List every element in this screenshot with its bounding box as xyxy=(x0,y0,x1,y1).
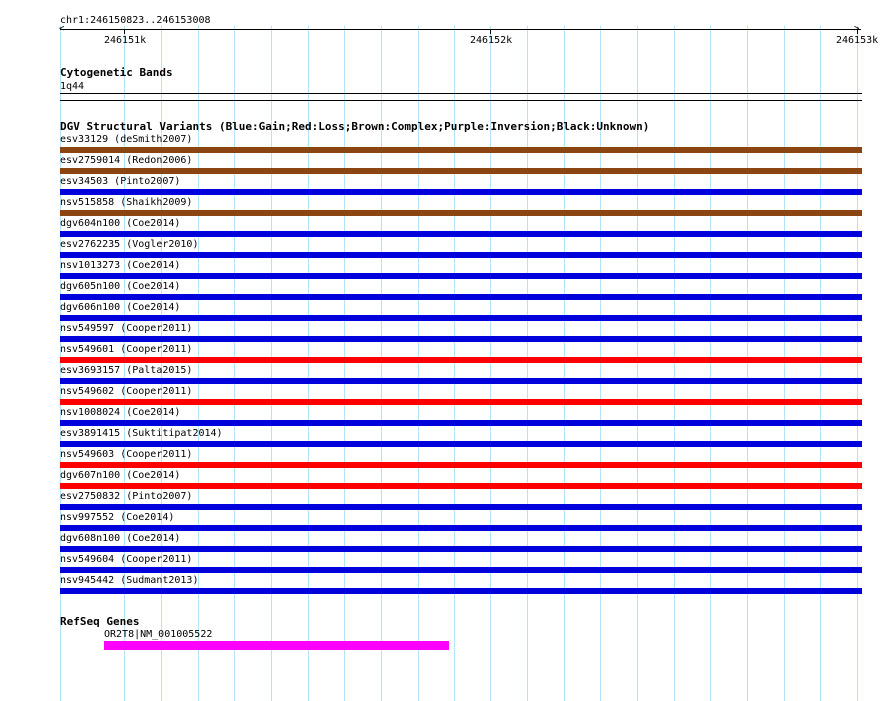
variant-bar[interactable] xyxy=(60,357,862,363)
variant-label[interactable]: nsv515858 (Shaikh2009) xyxy=(60,197,193,208)
variant-bar[interactable] xyxy=(60,189,862,195)
variant-label[interactable]: dgv608n100 (Coe2014) xyxy=(60,533,181,544)
ruler-right-arrow-icon[interactable]: > xyxy=(854,24,860,34)
variant-bar[interactable] xyxy=(60,504,862,510)
ruler-tick-label: 246151k xyxy=(104,35,147,46)
variant-label[interactable]: esv33129 (deSmith2007) xyxy=(60,134,193,145)
ruler-tick xyxy=(124,30,125,34)
variant-bar[interactable] xyxy=(60,462,862,468)
ruler-line xyxy=(60,29,861,30)
variant-label[interactable]: nsv1008024 (Coe2014) xyxy=(60,407,181,418)
variant-bar[interactable] xyxy=(60,273,862,279)
variant-bar[interactable] xyxy=(60,420,862,426)
variant-label[interactable]: nsv549603 (Cooper2011) xyxy=(60,449,193,460)
gridline xyxy=(674,26,675,701)
variant-bar[interactable] xyxy=(60,168,862,174)
variant-bar[interactable] xyxy=(60,315,862,321)
gridline xyxy=(857,26,858,701)
cytoband-label: 1q44 xyxy=(60,81,85,92)
gridline xyxy=(820,26,821,701)
variant-bar[interactable] xyxy=(60,294,862,300)
variant-bar[interactable] xyxy=(60,483,862,489)
variant-bar[interactable] xyxy=(60,336,862,342)
variant-label[interactable]: nsv1013273 (Coe2014) xyxy=(60,260,181,271)
gridline xyxy=(710,26,711,701)
cytoband-track-title: Cytogenetic Bands xyxy=(60,66,173,79)
variant-bar[interactable] xyxy=(60,252,862,258)
variant-bar[interactable] xyxy=(60,210,862,216)
variant-bar[interactable] xyxy=(60,147,862,153)
ruler-tick-label: 246152k xyxy=(470,35,513,46)
ruler-tick xyxy=(857,30,858,34)
variant-label[interactable]: esv34503 (Pinto2007) xyxy=(60,176,181,187)
ruler-tick-label: 246153k xyxy=(836,35,879,46)
variant-label[interactable]: nsv997552 (Coe2014) xyxy=(60,512,175,523)
variant-label[interactable]: esv2759014 (Redon2006) xyxy=(60,155,193,166)
variant-label[interactable]: nsv549601 (Cooper2011) xyxy=(60,344,193,355)
ruler-tick xyxy=(490,30,491,34)
variant-label[interactable]: esv2762235 (Vogler2010) xyxy=(60,239,199,250)
dgv-track-title: DGV Structural Variants (Blue:Gain;Red:Loss;Brown:Complex;Purple:Inversion;Black:Unknown) xyxy=(60,120,650,133)
variant-bar[interactable] xyxy=(60,588,862,594)
variant-bar[interactable] xyxy=(60,546,862,552)
cytoband-bottom-line xyxy=(60,100,862,101)
variant-label[interactable]: esv3693157 (Palta2015) xyxy=(60,365,193,376)
gene-feature-bar[interactable] xyxy=(104,641,449,650)
variant-bar[interactable] xyxy=(60,378,862,384)
variant-label[interactable]: nsv549604 (Cooper2011) xyxy=(60,554,193,565)
variant-bar[interactable] xyxy=(60,525,862,531)
refseq-track-title: RefSeq Genes xyxy=(60,615,140,628)
variant-label[interactable]: dgv605n100 (Coe2014) xyxy=(60,281,181,292)
location-label: chr1:246150823..246153008 xyxy=(60,15,211,26)
gridline xyxy=(784,26,785,701)
variant-label[interactable]: dgv604n100 (Coe2014) xyxy=(60,218,181,229)
gridline xyxy=(747,26,748,701)
variant-label[interactable]: dgv607n100 (Coe2014) xyxy=(60,470,181,481)
variant-label[interactable]: nsv549597 (Cooper2011) xyxy=(60,323,193,334)
cytoband-top-line xyxy=(60,93,862,94)
gene-label: OR2T8|NM_001005522 xyxy=(104,629,213,640)
variant-bar[interactable] xyxy=(60,399,862,405)
ruler-left-arrow-icon[interactable]: < xyxy=(59,24,65,34)
variant-label[interactable]: dgv606n100 (Coe2014) xyxy=(60,302,181,313)
variant-bar[interactable] xyxy=(60,567,862,573)
variant-label[interactable]: nsv945442 (Sudmant2013) xyxy=(60,575,199,586)
variant-bar[interactable] xyxy=(60,441,862,447)
variant-label[interactable]: nsv549602 (Cooper2011) xyxy=(60,386,193,397)
variant-label[interactable]: esv2750832 (Pinto2007) xyxy=(60,491,193,502)
variant-label[interactable]: esv3891415 (Suktitipat2014) xyxy=(60,428,223,439)
variant-bar[interactable] xyxy=(60,231,862,237)
